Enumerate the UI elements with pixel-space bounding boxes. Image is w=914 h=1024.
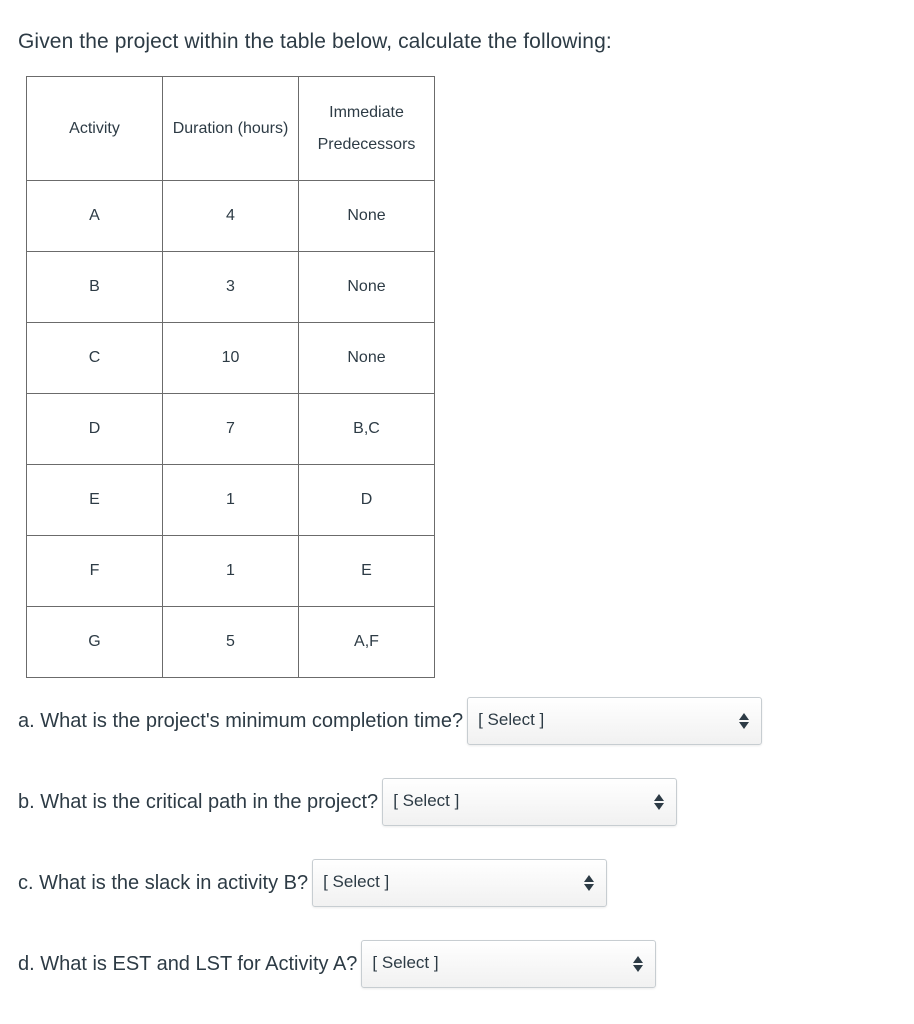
cell-activity: G (27, 607, 163, 678)
cell-duration: 1 (163, 536, 299, 607)
cell-predecessors: D (299, 465, 435, 536)
header-activity: Activity (27, 77, 163, 181)
cell-activity: E (27, 465, 163, 536)
question-c-select-value: [ Select ] (323, 872, 390, 891)
question-a-select[interactable] (467, 697, 762, 745)
question-c-select[interactable] (312, 859, 607, 907)
question-c-text: c. What is the slack in activity B? (18, 871, 309, 894)
cell-duration: 5 (163, 607, 299, 678)
select-arrows-icon (654, 792, 664, 812)
cell-predecessors: B,C (299, 394, 435, 465)
table-row (27, 607, 435, 678)
cell-predecessors: None (299, 323, 435, 394)
cell-duration: 7 (163, 394, 299, 465)
table-row (27, 394, 435, 465)
question-a-select-value: [ Select ] (478, 710, 545, 729)
cell-predecessors: A,F (299, 607, 435, 678)
cell-predecessors: None (299, 252, 435, 323)
question-b-text: b. What is the critical path in the project? (18, 790, 379, 813)
question-d-select-value: [ Select ] (372, 953, 439, 972)
question-prompt: Given the project within the table below, calculate the following: (18, 30, 612, 53)
table-row (27, 536, 435, 607)
header-predecessors-line1: Immediate (329, 103, 404, 121)
select-arrows-icon (584, 873, 594, 893)
header-duration: Duration (hours) (163, 77, 299, 181)
question-a-text: a. What is the project's minimum completion time? (18, 709, 464, 732)
question-d-select[interactable] (361, 940, 656, 988)
cell-duration: 3 (163, 252, 299, 323)
cell-activity: C (27, 323, 163, 394)
question-b (18, 778, 677, 826)
question-a (18, 697, 762, 745)
question-c (18, 859, 607, 907)
cell-activity: D (27, 394, 163, 465)
cell-predecessors: None (299, 181, 435, 252)
table-row (27, 323, 435, 394)
cell-activity: B (27, 252, 163, 323)
cell-duration: 10 (163, 323, 299, 394)
header-predecessors-line2: Predecessors (317, 135, 416, 153)
question-b-select[interactable] (382, 778, 677, 826)
cell-activity: A (27, 181, 163, 252)
table-row (27, 181, 435, 252)
select-arrows-icon (739, 711, 749, 731)
table-row (27, 252, 435, 323)
question-d (18, 940, 656, 988)
cell-duration: 4 (163, 181, 299, 252)
question-b-select-value: [ Select ] (393, 791, 460, 810)
select-arrows-icon (633, 954, 643, 974)
project-table (26, 76, 435, 678)
cell-activity: F (27, 536, 163, 607)
header-predecessors (299, 77, 435, 181)
table-row (27, 465, 435, 536)
cell-duration: 1 (163, 465, 299, 536)
question-d-text: d. What is EST and LST for Activity A? (18, 952, 358, 975)
table-header-row (27, 77, 435, 181)
cell-predecessors: E (299, 536, 435, 607)
